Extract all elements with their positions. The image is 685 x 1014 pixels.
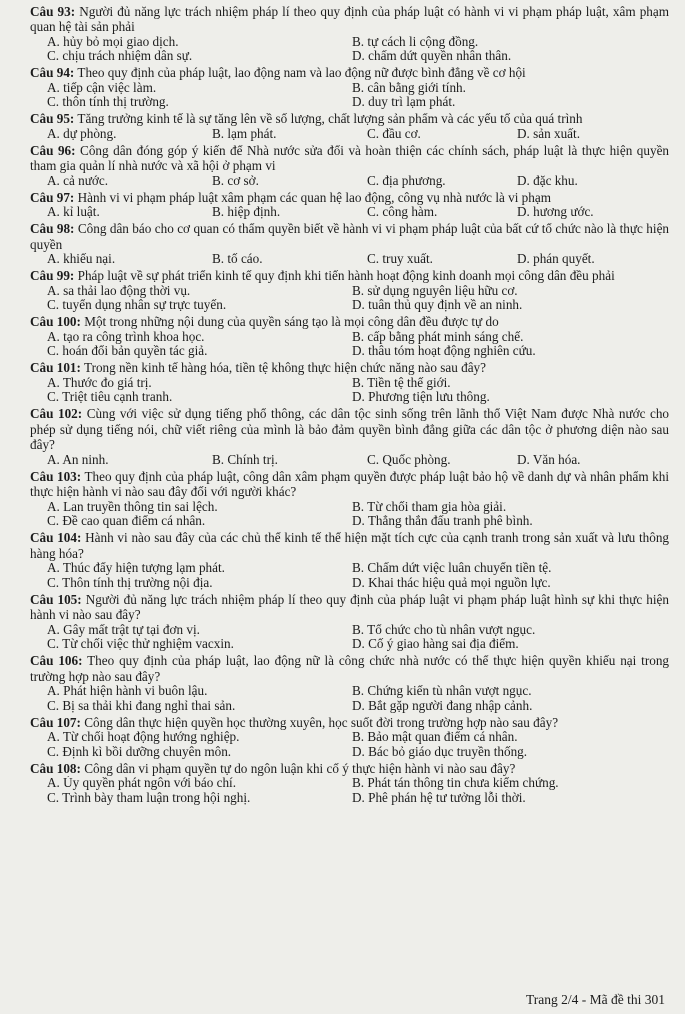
answer-option: A. Từ chối hoạt động hướng nghiệp. xyxy=(47,730,240,744)
question-number: Câu 105: xyxy=(30,591,82,607)
answer-option: D. Khai thác hiệu quả mọi nguồn lực. xyxy=(352,575,551,590)
question-block xyxy=(30,592,669,652)
question-text xyxy=(30,715,669,731)
question-text xyxy=(30,4,669,35)
question-text xyxy=(30,111,669,127)
answer-option: C. Quốc phòng. xyxy=(367,452,451,467)
question-text xyxy=(30,268,669,284)
question-block xyxy=(30,406,669,467)
question-block xyxy=(30,143,669,189)
answer-option: C. hoán đổi bản quyền tác giả. xyxy=(47,344,208,358)
answer-option: C. địa phương. xyxy=(367,173,446,188)
answer-option: D. đặc khu. xyxy=(517,173,578,188)
question-stem: Công dân báo cho cơ quan có thẩm quyền biết về hành vi vi phạm pháp luật của bất cứ tổ chức nào là thực hiện quyền xyxy=(30,221,670,252)
answer-option: D. sản xuất. xyxy=(517,126,580,141)
answer-option: B. Chính trị. xyxy=(212,452,278,467)
question-block xyxy=(30,65,669,110)
question-stem: Theo quy định của pháp luật, lao động nữ là công chức nhà nước có thể thực hiện quyền khiếu nại trong trường hợp nào sau đây? xyxy=(30,653,670,684)
answer-options xyxy=(30,81,669,110)
answer-option: C. Định kì bồi dưỡng chuyên môn. xyxy=(47,744,232,759)
answer-options xyxy=(30,330,669,359)
question-stem: Một trong những nội dung của quyền sáng tạo là mọi công dân đều được tự do xyxy=(84,314,499,329)
answer-options xyxy=(30,500,669,529)
answer-options xyxy=(30,252,669,267)
question-block xyxy=(30,469,669,529)
answer-options xyxy=(30,730,669,759)
answer-option: C. Đề cao quan điểm cá nhân. xyxy=(47,514,206,528)
answer-option: A. tạo ra công trình khoa học. xyxy=(47,329,205,344)
answer-option: D. Bắt gặp người đang nhập cảnh. xyxy=(352,698,533,713)
answer-option: B. hiệp định. xyxy=(212,205,281,219)
answer-option: C. tuyển dụng nhân sự trực tuyến. xyxy=(47,298,227,312)
answer-option: A. Thúc đẩy hiện tượng lạm phát. xyxy=(47,561,225,575)
answer-option: C. công hàm. xyxy=(367,205,438,219)
answer-options xyxy=(30,376,669,405)
answer-options xyxy=(30,561,669,590)
answer-option: B. Tổ chức cho tù nhân vượt ngục. xyxy=(352,622,536,637)
answer-option: D. Bác bỏ giáo dục truyền thống. xyxy=(352,744,528,759)
answer-option: D. tuân thủ quy định về an ninh. xyxy=(352,298,523,312)
question-number: Câu 102: xyxy=(30,406,83,421)
answer-option: D. thâu tóm hoạt động nghiên cứu. xyxy=(352,344,536,358)
answer-options xyxy=(30,35,669,64)
question-stem: Người đủ năng lực trách nhiệm pháp lí theo quy định của pháp luật vi phạm pháp luật hình sự khi thực hiện hành vi nào sau đây? xyxy=(30,591,670,622)
answer-option: C. Bị sa thải khi đang nghỉ thai sản. xyxy=(47,698,236,713)
question-block xyxy=(30,4,669,64)
answer-option: B. cân bằng giới tính. xyxy=(352,80,466,95)
question-block xyxy=(30,314,669,359)
answer-option: C. Từ chối việc thử nghiệm vacxin. xyxy=(47,637,234,651)
answer-option: A. Lan truyền thông tin sai lệch. xyxy=(47,499,218,514)
question-block xyxy=(30,111,669,141)
question-stem: Công dân đóng góp ý kiến để Nhà nước sửa đổi và hoàn thiện các chính sách, pháp luật là thực hiện quyền tham gia quản lí nhà nước và xã hội ở phạm vi xyxy=(30,142,670,173)
page-footer: Trang 2/4 - Mã đề thi 301 xyxy=(526,992,665,1007)
answer-option: A. hủy bỏ mọi giao dịch. xyxy=(47,34,179,49)
question-text xyxy=(30,530,669,561)
answer-option: C. chịu trách nhiệm dân sự. xyxy=(47,49,193,63)
question-stem: Công dân vi phạm quyền tự do ngôn luận khi cố ý thực hiện hành vi nào sau đây? xyxy=(84,760,516,776)
question-number: Câu 101: xyxy=(30,360,81,375)
question-stem: Hành vi nào sau đây của các chủ thể kinh tế thể hiện mặt tích cực của cạnh tranh trong sản xuất và lưu thông hàng hóa? xyxy=(30,530,670,561)
question-stem: Theo quy định của pháp luật, công dân xâm phạm quyền được pháp luật bảo hộ về danh dự và nhân phẩm khi thực hiện hành vi nào sau đây đối với người khác? xyxy=(30,468,669,499)
question-text xyxy=(30,360,669,376)
question-text xyxy=(30,592,669,623)
answer-option: A. Ủy quyền phát ngôn với báo chí. xyxy=(47,776,237,790)
answer-option: B. tự cách li cộng đồng. xyxy=(352,34,479,49)
question-text xyxy=(30,221,669,252)
answer-option: C. Thôn tính thị trường nội địa. xyxy=(47,575,213,590)
answer-option: D. Văn hóa. xyxy=(517,452,581,467)
answer-options xyxy=(30,284,669,313)
answer-option: C. Triệt tiêu cạnh tranh. xyxy=(47,390,173,404)
answer-option: A. sa thải lao động thời vụ. xyxy=(47,283,191,298)
question-stem: Tăng trưởng kinh tế là sự tăng lên về số lượng, chất lượng sản phẩm và các yếu tố của quá trình xyxy=(77,111,583,126)
question-block xyxy=(30,268,669,313)
answer-option: A. cả nước. xyxy=(47,173,108,188)
answer-option: C. truy xuất. xyxy=(367,252,433,266)
question-text xyxy=(30,143,669,174)
question-number: Câu 93: xyxy=(30,3,76,19)
question-number: Câu 108: xyxy=(30,760,81,776)
answer-options xyxy=(30,623,669,652)
question-text xyxy=(30,190,669,206)
answer-option: B. tố cáo. xyxy=(212,252,263,266)
answer-option: B. lạm phát. xyxy=(212,126,277,141)
question-stem: Công dân thực hiện quyền học thường xuyên, học suốt đời trong trường hợp nào sau đây? xyxy=(84,714,559,730)
question-stem: Cùng với việc sử dụng tiếng phổ thông, các dân tộc sinh sống trên lãnh thổ Việt Nam được Nhà nước cho phép sử dụng tiếng nói, chữ viết riêng của mình là bảo đảm quyền bình đẳng giữa các dân tộc ở phương diện nào sau đây? xyxy=(30,406,670,452)
answer-option: A. An ninh. xyxy=(47,452,109,467)
question-text xyxy=(30,469,669,500)
question-stem: Hành vi vi phạm pháp luật xâm phạm các quan hệ lao động, công vụ nhà nước là vi phạm xyxy=(77,189,551,205)
answer-options xyxy=(30,127,669,142)
question-list xyxy=(30,4,669,806)
answer-option: B. sử dụng nguyên liệu hữu cơ. xyxy=(352,283,518,298)
answer-option: C. thôn tính thị trường. xyxy=(47,95,169,109)
answer-option: D. duy trì lạm phát. xyxy=(352,95,456,109)
answer-option: D. phán quyết. xyxy=(517,252,595,266)
question-stem: Pháp luật về sự phát triển kinh tế quy định khi tiến hành hoạt động kinh doanh mọi công dân đều phải xyxy=(77,268,615,283)
question-number: Câu 97: xyxy=(30,189,75,205)
question-stem: Trong nền kinh tế hàng hóa, tiền tệ không thực hiện chức năng nào sau đây? xyxy=(83,360,486,375)
answer-option: A. Phát hiện hành vi buôn lậu. xyxy=(47,684,208,698)
question-number: Câu 96: xyxy=(30,142,76,158)
question-text xyxy=(30,406,669,453)
question-stem: Theo quy định của pháp luật, lao động nam và lao động nữ được bình đẳng về cơ hội xyxy=(77,65,526,80)
question-block xyxy=(30,360,669,405)
question-block xyxy=(30,761,669,806)
answer-option: A. tiếp cận việc làm. xyxy=(47,80,157,95)
answer-option: D. Cố ý giao hàng sai địa điểm. xyxy=(352,637,519,651)
answer-options xyxy=(30,453,669,468)
answer-option: A. kỉ luật. xyxy=(47,205,100,219)
answer-option: A. Thước đo giá trị. xyxy=(47,375,152,390)
question-number: Câu 95: xyxy=(30,111,75,126)
question-block xyxy=(30,190,669,220)
question-number: Câu 98: xyxy=(30,221,75,236)
answer-option: C. Trình bày tham luận trong hội nghị. xyxy=(47,790,251,805)
answer-option: A. Gây mất trật tự tại đơn vị. xyxy=(47,622,200,637)
question-number: Câu 107: xyxy=(30,714,81,730)
answer-option: D. hương ước. xyxy=(517,205,594,219)
answer-option: D. chấm dứt quyền nhân thân. xyxy=(352,49,512,63)
answer-option: C. đầu cơ. xyxy=(367,126,421,141)
answer-option: B. cấp bằng phát minh sáng chế. xyxy=(352,329,524,344)
answer-option: B. cơ sở. xyxy=(212,173,259,188)
answer-option: B. Tiền tệ thế giới. xyxy=(352,375,451,390)
question-text xyxy=(30,65,669,81)
answer-options xyxy=(30,205,669,220)
question-text xyxy=(30,761,669,777)
answer-option: D. Phương tiện lưu thông. xyxy=(352,390,490,404)
question-stem: Người đủ năng lực trách nhiệm pháp lí theo quy định của pháp luật có hành vi vi phạm pháp luật, xâm phạm quan hệ tài sản phải xyxy=(30,3,670,34)
answer-option: A. khiếu nại. xyxy=(47,252,116,266)
answer-options xyxy=(30,776,669,805)
answer-option: A. dự phòng. xyxy=(47,126,117,141)
answer-options xyxy=(30,174,669,189)
answer-option: D. Thẳng thắn đấu tranh phê bình. xyxy=(352,514,533,528)
question-text xyxy=(30,653,669,684)
answer-option: B. Phát tán thông tin chưa kiểm chứng. xyxy=(352,776,559,790)
question-block xyxy=(30,530,669,590)
question-number: Câu 100: xyxy=(30,314,81,329)
question-block xyxy=(30,653,669,713)
question-block xyxy=(30,221,669,267)
answer-option: B. Bảo mật quan điểm cá nhân. xyxy=(352,730,518,744)
question-number: Câu 103: xyxy=(30,468,82,484)
question-text xyxy=(30,314,669,330)
answer-option: B. Chấm dứt việc luân chuyển tiền tệ. xyxy=(352,561,552,575)
answer-option: B. Từ chối tham gia hòa giải. xyxy=(352,499,507,514)
question-number: Câu 106: xyxy=(30,653,83,668)
question-number: Câu 99: xyxy=(30,268,75,283)
answer-options xyxy=(30,684,669,713)
question-number: Câu 104: xyxy=(30,530,82,545)
answer-option: D. Phê phán hệ tư tưởng lỗi thời. xyxy=(352,790,526,805)
answer-option: B. Chứng kiến tù nhân vượt ngục. xyxy=(352,684,532,698)
question-number: Câu 94: xyxy=(30,65,75,80)
question-block xyxy=(30,715,669,760)
